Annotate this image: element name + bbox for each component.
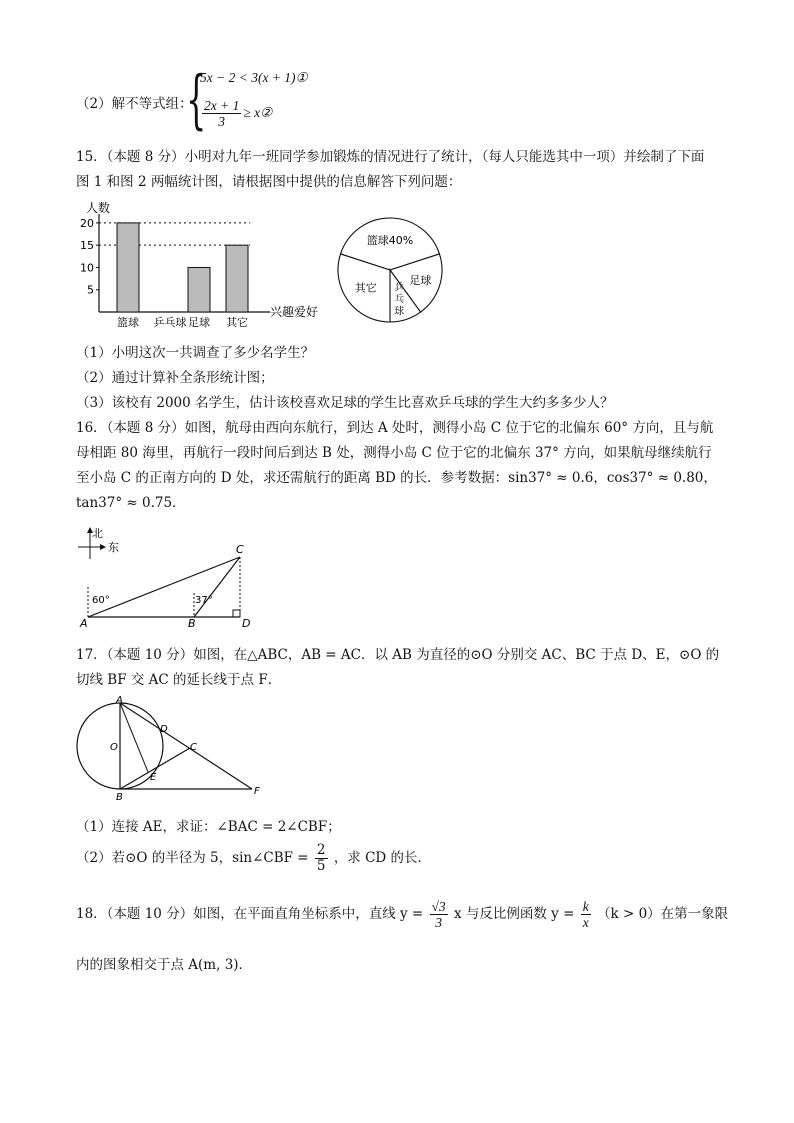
bar-chart-ytick-label: 5 <box>87 283 94 297</box>
q18-f2-numerator: k <box>582 899 589 914</box>
q15-line-2: 图 1 和图 2 两幅统计图，请根据图中提供的信息解答下列问题： <box>76 174 462 190</box>
pie-label-pingpong-char: 球 <box>394 306 405 318</box>
bar-chart-category-label: 其它 <box>226 316 248 329</box>
pie-chart <box>330 210 450 330</box>
compass-east-label: 东 <box>108 541 119 554</box>
point-B-label: B <box>188 617 196 630</box>
bar-chart-ytick-label: 20 <box>80 216 94 230</box>
navigation-diagram <box>70 525 260 630</box>
bar-chart-ytick-label: 15 <box>80 239 94 253</box>
compass-north-label: 北 <box>92 527 103 540</box>
q14-inequality-1: 5x − 2 < 3(x + 1)① <box>200 70 308 85</box>
circle-diagram <box>70 696 270 806</box>
pie-label-pingpong-char: 乓 <box>394 294 405 306</box>
q18-line-1 <box>76 896 728 932</box>
pie-label-2: 足球 <box>409 273 432 287</box>
q17-sub-1: （1）连接 AE，求证：∠BAC = 2∠CBF； <box>76 819 341 835</box>
angle-60-label: 60° <box>92 595 110 606</box>
q17-line-2: 切线 BF 交 AC 的延长线于点 F． <box>76 672 282 688</box>
q18-f1-numerator: √3 <box>431 899 446 914</box>
point-E-label: E <box>150 772 157 783</box>
q17-line-1: 17．（本题 10 分）如图，在△ABC，AB = AC．以 AB 为直径的⊙O 分别交 AC、BC 于点 D、E，⊙O 的 <box>76 647 720 663</box>
point-O-label: O <box>110 742 118 753</box>
q15-sub-2: （2）通过计算补全条形统计图； <box>76 370 274 386</box>
right-angle-mark <box>233 610 240 617</box>
q14-ineq2-denominator: 3 <box>218 114 226 129</box>
bar-chart-category-label: 足球 <box>188 316 210 329</box>
bar-chart <box>70 198 330 333</box>
bar-3 <box>226 245 248 312</box>
bar-chart-category-label: 乒乓球 <box>153 316 187 329</box>
point-A-label: A <box>116 696 123 706</box>
segment-AE <box>120 703 148 772</box>
q17-sub2-numerator: 2 <box>316 842 326 858</box>
q18-pre: 18．（本题 10 分）如图，在平面直角坐标系中，直线 y = <box>76 906 424 922</box>
q14-inequality-2 <box>200 98 272 129</box>
point-B-label: B <box>116 792 123 803</box>
q17-sub2-pre: （2）若⊙O 的半径为 5，sin∠CBF = <box>76 850 309 866</box>
bar-chart-xlabel: 兴趣爱好 <box>270 305 319 319</box>
q18-mid: x 与反比例函数 y = <box>453 906 575 922</box>
bar-2 <box>188 267 210 312</box>
q18-line-2: 内的图象相交于点 A(m, 3)． <box>76 957 253 973</box>
pie-label-0: 篮球40% <box>366 234 414 247</box>
pie-label-1: 其它 <box>354 281 377 295</box>
system-brace: { <box>186 63 207 137</box>
pie-label-pingpong-char: 乒 <box>394 282 405 294</box>
point-C-label: C <box>190 742 197 753</box>
point-D-label: D <box>242 617 251 630</box>
bar-0 <box>117 223 139 312</box>
q16-line-4: tan37° ≈ 0.75． <box>76 495 186 511</box>
q17-sub2-post: ，求 CD 的长． <box>333 850 432 866</box>
q16-line-2: 母相距 80 海里，再航行一段时间后到达 B 处，测得小岛 C 位于它的北偏东 37° 方向，如果航母继续航行 <box>76 445 712 461</box>
q15-line-1: 15．（本题 8 分）小明对九年一班同学参加锻炼的情况进行了统计，（每人只能选其中一项）并绘制了下面 <box>76 149 705 165</box>
q17-sub2-denominator: 5 <box>316 858 326 874</box>
point-A-label: A <box>80 617 88 630</box>
q18-f2-denominator: x <box>582 915 589 930</box>
q16-line-1: 16．（本题 8 分）如图，航母由西向东航行，到达 A 处时，测得小岛 C 位于它的北偏东 60° 方向，且与航 <box>76 420 714 436</box>
angle-37-label: 37° <box>195 595 213 606</box>
compass-east-arrowhead <box>100 544 106 550</box>
bar-chart-ylabel: 人数 <box>86 201 111 215</box>
q18-post: （k > 0）在第一象限 <box>597 906 729 922</box>
q17-sub-2 <box>76 840 431 876</box>
q14-ineq2-numerator: 2x + 1 <box>204 98 240 113</box>
segment-AF <box>120 703 252 789</box>
point-F-label: F <box>254 786 260 797</box>
q14-part2-label: （2）解不等式组： <box>76 96 193 112</box>
q14-ineq2-rest: ≥ x② <box>243 105 273 120</box>
q18-f1-denominator: 3 <box>435 915 442 930</box>
q15-sub-3: （3）该校有 2000 名学生，估计该校喜欢足球的学生比喜欢乒乓球的学生大约多多少人？ <box>76 395 614 411</box>
q16-line-3: 至小岛 C 的正南方向的 D 处，求还需航行的距离 BD 的长．参考数据：sin37° ≈ 0.6，cos37° ≈ 0.80， <box>76 470 717 486</box>
point-D-label: D <box>160 724 168 735</box>
point-C-label: C <box>236 543 244 556</box>
bar-chart-ytick-label: 10 <box>80 261 94 275</box>
bar-chart-category-label: 篮球 <box>117 316 139 329</box>
q15-sub-1: （1）小明这次一共调查了多少名学生？ <box>76 345 315 361</box>
